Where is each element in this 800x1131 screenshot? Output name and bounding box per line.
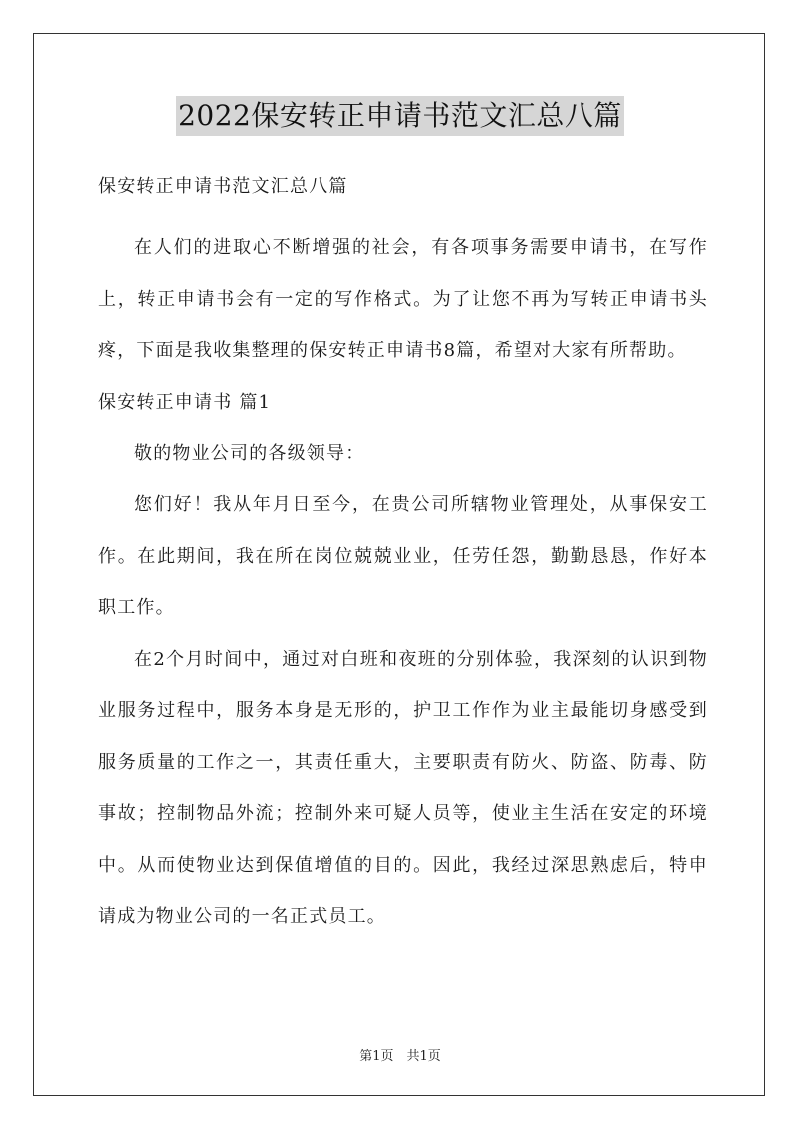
- body-paragraph-2: 在2个月时间中，通过对白班和夜班的分别体验，我深刻的认识到物业服务过程中，服务本身是无形的，护卫工作作为业主最能切身感受到服务质量的工作之一，其责任重大，主要职责有防火、防盗、防毒、防事故；控制物品外流；控制外来可疑人员等，使业主生活在安定的环境中。从而使物业达到保值增值的目的。因此，我经过深思熟虑后，特申请成为物业公司的一名正式员工。: [98, 648, 708, 927]
- page-footer: 第1页 共1页: [359, 1049, 441, 1064]
- section-heading: 保安转正申请书 篇1: [98, 391, 272, 413]
- title-container: [0, 96, 800, 136]
- body-paragraph-1: 您们好！我从年月日至今，在贵公司所辖物业管理处，从事保安工作。在此期间，我在所在岗位兢兢业业，任劳任怨，勤勤恳恳，作好本职工作。: [98, 494, 708, 618]
- document-body: [98, 170, 708, 943]
- salutation: 敬的物业公司的各级领导：: [134, 442, 365, 464]
- intro-paragraph: 在人们的进取心不断增强的社会，有各项事务需要申请书，在写作上，转正申请书会有一定的写作格式。为了让您不再为写转正申请书头疼，下面是我收集整理的保安转正申请书8篇，希望对大家有所帮助。: [98, 237, 708, 361]
- document-title: 2022保安转正申请书范文汇总八篇: [176, 96, 624, 136]
- document-subtitle: 保安转正申请书范文汇总八篇: [98, 176, 348, 197]
